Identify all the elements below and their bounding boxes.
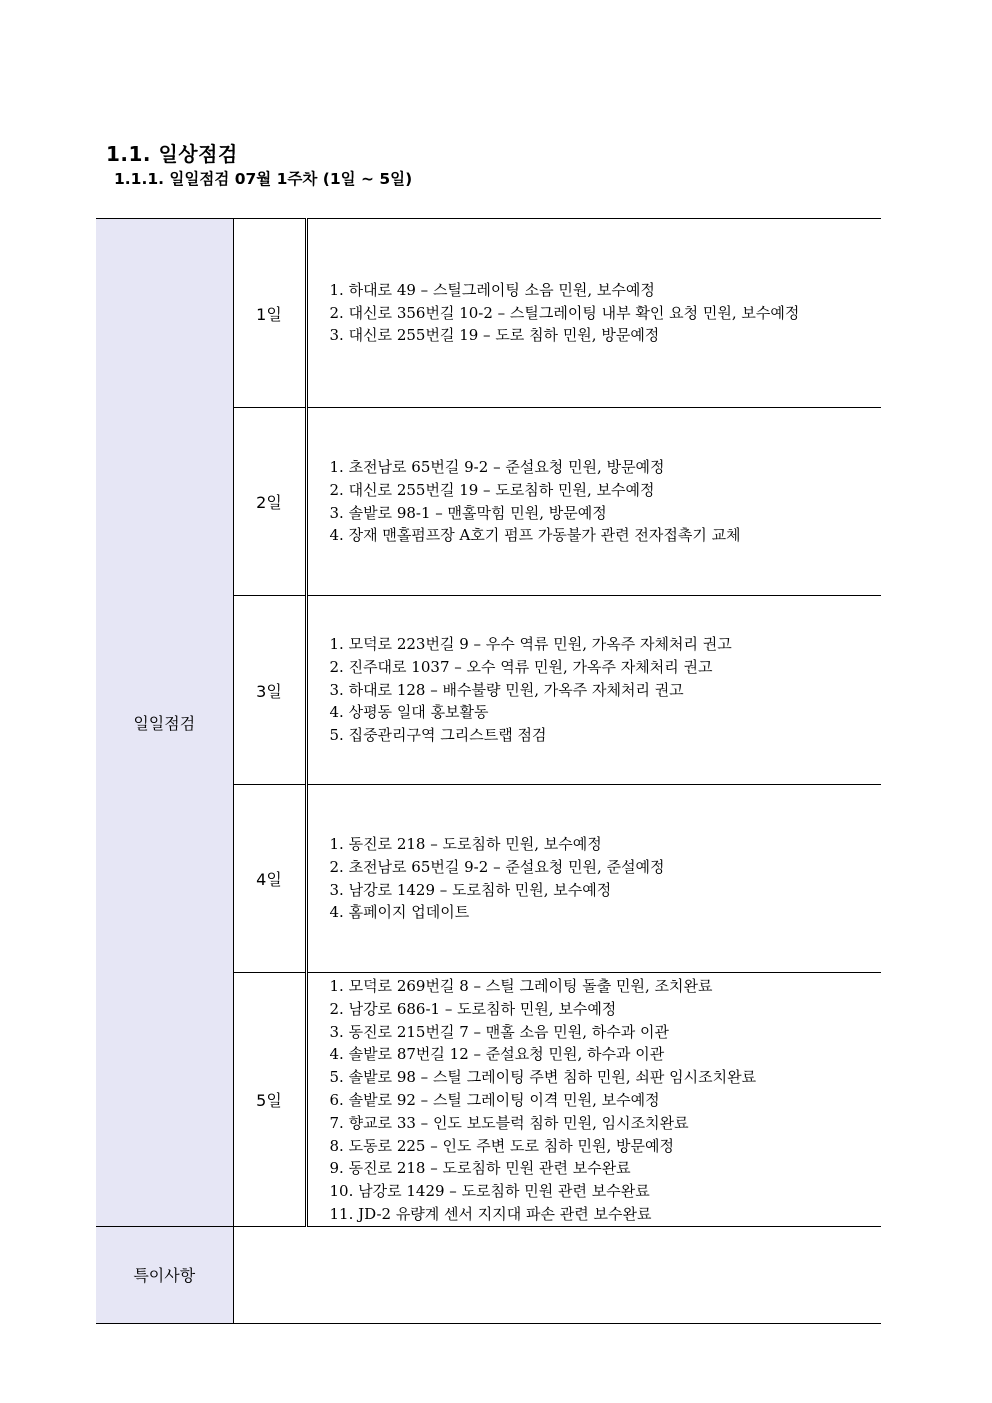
item-list	[330, 833, 882, 924]
day-items	[306, 973, 881, 1227]
day-items	[306, 596, 881, 785]
list-item: 2. 진주대로 1037 – 오수 역류 민원, 가옥주 자체처리 권고	[329, 657, 713, 676]
item-list	[330, 456, 882, 547]
section-heading: 1.1. 일상점검	[106, 142, 238, 166]
subsection-heading: 1.1.1. 일일점검 07월 1주차 (1일 ~ 5일)	[114, 170, 413, 188]
list-item: 2. 대신로 255번길 19 – 도로침하 민원, 보수예정	[329, 480, 655, 499]
list-item: 3. 대신로 255번길 19 – 도로 침하 민원, 방문예정	[329, 326, 660, 345]
list-item: 7. 향교로 33 – 인도 보도블럭 침하 민원, 임시조치완료	[329, 1113, 689, 1132]
list-item: 9. 동진로 218 – 도로침하 민원 관련 보수완료	[329, 1159, 631, 1178]
day-label: 5일	[233, 973, 306, 1227]
item-list	[330, 279, 882, 347]
list-item: 4. 홈페이지 업데이트	[329, 903, 470, 922]
list-item: 1. 모덕로 269번길 8 – 스틸 그레이팅 돌출 민원, 조치완료	[329, 977, 713, 995]
day-items	[306, 219, 881, 408]
list-item: 3. 동진로 215번길 7 – 맨홀 소음 민원, 하수과 이관	[329, 1022, 670, 1041]
day-label: 4일	[233, 785, 306, 973]
special-notes-content	[233, 1226, 881, 1323]
special-notes-row	[96, 1226, 881, 1323]
special-label: 특이사항	[133, 1266, 196, 1286]
list-item: 1. 하대로 49 – 스틸그레이팅 소음 민원, 보수예정	[329, 280, 655, 299]
list-item: 2. 초전남로 65번길 9-2 – 준설요청 민원, 준설예정	[329, 857, 665, 876]
item-list	[330, 633, 882, 747]
list-item: 10. 남강로 1429 – 도로침하 민원 관련 보수완료	[329, 1182, 650, 1201]
daily-inspection-table	[96, 218, 881, 1324]
list-item: 4. 장재 맨홀펌프장 A호기 펌프 가동불가 관련 전자접촉기 교체	[329, 526, 741, 545]
list-item: 4. 상평동 일대 홍보활동	[329, 703, 489, 722]
list-item: 3. 남강로 1429 – 도로침하 민원, 보수예정	[329, 880, 612, 899]
category-label: 일일점검	[133, 713, 196, 733]
day-label: 3일	[233, 596, 306, 785]
list-item: 3. 솔밭로 98-1 – 맨홀막힘 민원, 방문예정	[329, 503, 607, 522]
list-item: 11. JD-2 유량계 센서 지지대 파손 관련 보수완료	[329, 1204, 652, 1223]
list-item: 5. 집중관리구역 그리스트랩 점검	[329, 726, 547, 745]
list-item: 3. 하대로 128 – 배수불량 민원, 가옥주 자체처리 권고	[329, 680, 684, 699]
day-items	[306, 408, 881, 596]
day-items	[306, 785, 881, 973]
day-label: 1일	[233, 219, 306, 408]
day-row	[96, 219, 881, 408]
list-item: 8. 도동로 225 – 인도 주변 도로 침하 민원, 방문예정	[329, 1136, 674, 1155]
list-item: 1. 모덕로 223번길 9 – 우수 역류 민원, 가옥주 자체처리 권고	[329, 635, 732, 653]
list-item: 2. 대신로 356번길 10-2 – 스틸그레이팅 내부 확인 요청 민원, 보수예정	[329, 303, 800, 322]
item-list	[330, 975, 882, 1226]
list-item: 4. 솔밭로 87번길 12 – 준설요청 민원, 하수과 이관	[329, 1045, 665, 1064]
category-cell	[96, 219, 233, 1227]
list-item: 1. 초전남로 65번길 9-2 – 준설요청 민원, 방문예정	[329, 457, 665, 476]
day-label: 2일	[233, 408, 306, 596]
special-label-cell	[96, 1226, 233, 1323]
list-item: 1. 동진로 218 – 도로침하 민원, 보수예정	[329, 834, 602, 853]
list-item: 2. 남강로 686-1 – 도로침하 민원, 보수예정	[329, 999, 617, 1018]
list-item: 5. 솔밭로 98 – 스틸 그레이팅 주변 침하 민원, 쇠판 임시조치완료	[329, 1068, 757, 1087]
list-item: 6. 솔밭로 92 – 스틸 그레이팅 이격 민원, 보수예정	[329, 1090, 660, 1109]
